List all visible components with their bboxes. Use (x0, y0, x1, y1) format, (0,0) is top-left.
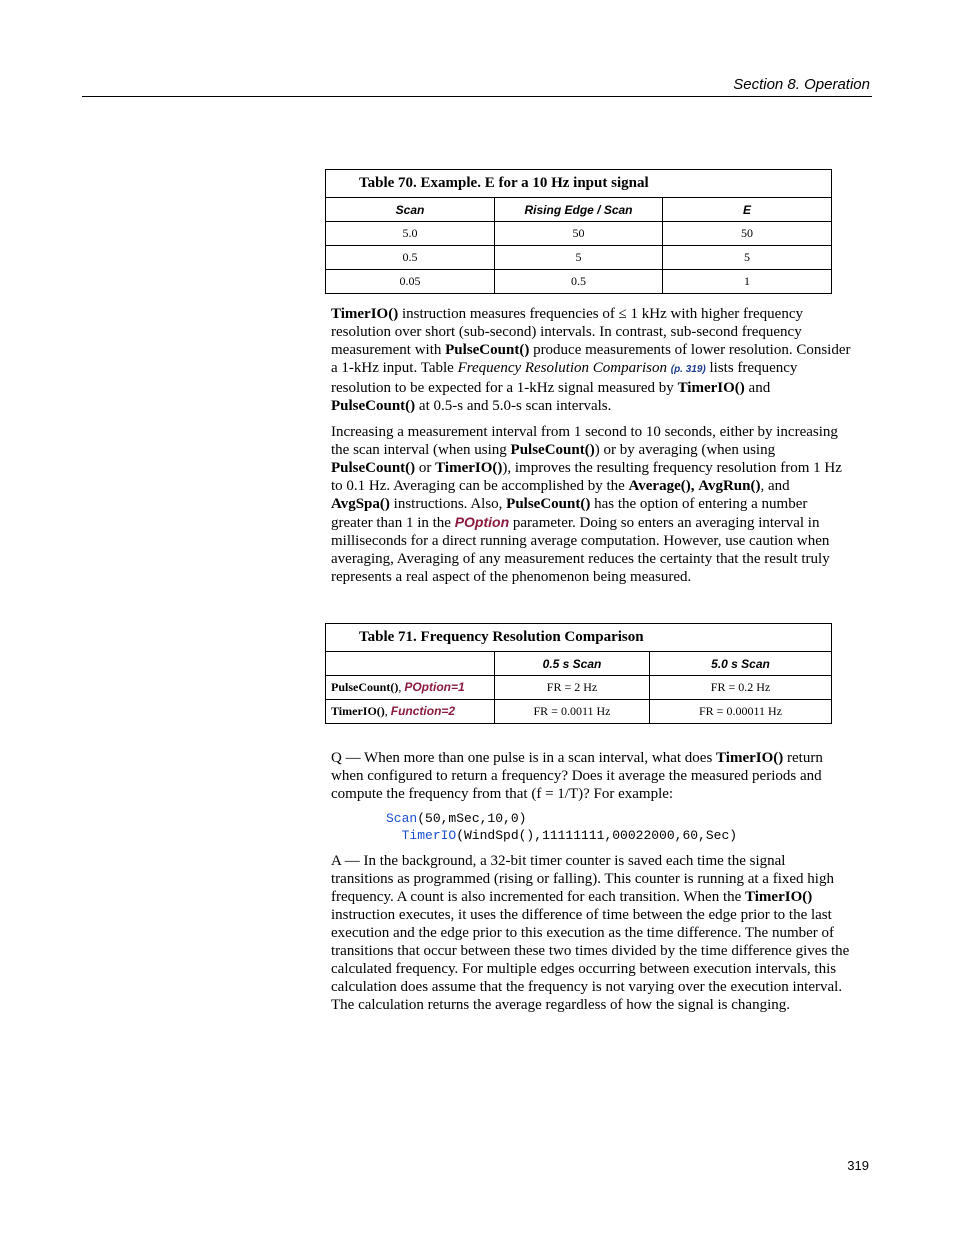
code-line (386, 810, 737, 827)
table-row (326, 700, 832, 724)
text-run: lists frequency resolution to be expected for a 1-kHz signal measured by (331, 360, 798, 396)
table-71 (325, 623, 832, 724)
paragraph-averaging (331, 423, 851, 586)
table-cell: 5.0 (326, 222, 495, 246)
code-example (386, 810, 737, 844)
text-run: has the option of entering a number greater than 1 in the (331, 496, 808, 531)
table-cell: 50 (495, 222, 663, 246)
code-args: (WindSpd(),11111111,00022000,60,Sec) (456, 828, 738, 843)
table-header-row (326, 198, 832, 222)
instruction-name: TimerIO() (331, 306, 399, 322)
column-header (326, 652, 495, 676)
text-run: , and (760, 478, 790, 494)
table-cell: 0.5 (326, 246, 495, 270)
paragraph-answer (331, 852, 851, 1014)
column-header: E (663, 198, 832, 222)
table-row (326, 676, 832, 700)
table-cell: 5 (663, 246, 832, 270)
code-args: (50,mSec,10,0) (417, 811, 527, 826)
table-cell: 50 (663, 222, 832, 246)
parameter-name: POption (404, 680, 452, 694)
table-header-row (326, 652, 832, 676)
page-number: 319 (847, 1158, 869, 1173)
instruction-name: PulseCount() (331, 398, 416, 414)
text-run: or (415, 460, 436, 476)
table-caption-row (326, 170, 832, 198)
row-label (326, 676, 495, 700)
section-title: Section 8. Operation (733, 76, 870, 93)
code-keyword: TimerIO (401, 828, 457, 843)
table-cell: FR = 2 Hz (495, 676, 650, 700)
text-run: parameter. Doing so enters an averaging interval in milliseconds for a direct running average computation. However, use caution when averaging, Averaging of any measurement reduces the certainty that the result truly represents a real aspect of the phenomenon being measured. (331, 515, 830, 585)
table-cell: 1 (663, 270, 832, 294)
table-reference: Frequency Resolution Comparison (457, 360, 667, 376)
paragraph-question (331, 749, 851, 803)
table-cell: FR = 0.00011 Hz (650, 700, 832, 724)
text-run: instruction executes, it uses the difference of time between the edge prior to the last execution and the edge prior to this execution as the time difference. The number of transitions that occur between these two times divided by the time difference gives the calculated frequency. For multiple edges occurring between execution intervals, this calculation does assume that the frequency is not varying over the execution interval. The calculation returns the average regardless of how the signal is changing. (331, 907, 850, 1013)
page-reference-link[interactable]: (p. 319) (670, 364, 706, 375)
table-cell: 0.05 (326, 270, 495, 294)
column-header: 0.5 s Scan (495, 652, 650, 676)
table-caption-row (326, 624, 832, 652)
table-cell: 5 (495, 246, 663, 270)
text-run: and (744, 380, 771, 396)
text-run: ) or by averaging (when using (594, 442, 776, 458)
instruction-name: AvgSpa() (331, 496, 390, 512)
instruction-name: PulseCount() (445, 342, 530, 358)
text-run: A — In the background, a 32-bit timer counter is saved each time the signal transitions as programmed (rising or falling). This counter is running at a fixed high frequency. A count is also incremented for each transition. When the (331, 853, 834, 905)
text-run: instruction measures frequencies of ≤ 1 kHz with higher frequency resolution over short (sub-second) intervals. In contrast, sub-second frequency measurement with (331, 306, 803, 358)
instruction-name: PulseCount() (331, 680, 399, 694)
table-caption: Table 71. Frequency Resolution Comparison (326, 624, 832, 652)
code-indent (386, 828, 402, 843)
text-run: ), improves the resulting frequency resolution from 1 Hz to 0.1 Hz. Averaging can be accomplished by the (331, 460, 842, 494)
instruction-name: TimerIO() (331, 704, 385, 718)
text-run: instructions. Also, (389, 496, 507, 512)
row-label (326, 700, 495, 724)
parameter-name: POption (454, 514, 510, 530)
parameter-value: =2 (441, 704, 456, 718)
instruction-name: TimerIO() (677, 380, 745, 396)
instruction-name: TimerIO() (435, 460, 503, 476)
separator: , (398, 680, 405, 694)
text-run: produce measurements of lower resolution. Consider a 1-kHz input. Table (331, 342, 851, 376)
instruction-name: TimerIO() (716, 750, 784, 766)
instruction-name: PulseCount() (510, 442, 595, 458)
instruction-name: Average(), (628, 478, 695, 494)
text-run: at 0.5-s and 5.0-s scan intervals. (415, 398, 612, 414)
table-70 (325, 169, 832, 294)
table-cell: FR = 0.0011 Hz (495, 700, 650, 724)
table-cell: FR = 0.2 Hz (650, 676, 832, 700)
column-header: Scan (326, 198, 495, 222)
parameter-name: Function (390, 704, 442, 718)
separator: , (384, 704, 391, 718)
page-header (82, 76, 872, 97)
table-row (326, 222, 832, 246)
table-caption: Table 70. Example. E for a 10 Hz input signal (326, 170, 832, 198)
column-header: Rising Edge / Scan (495, 198, 663, 222)
text-run: return when configured to return a frequency? Does it average the measured periods and compute the frequency from that (f = 1/T)? For example: (331, 750, 823, 802)
code-line (386, 827, 737, 844)
parameter-value: =1 (451, 680, 465, 694)
instruction-name: PulseCount() (506, 496, 591, 512)
table-row (326, 246, 832, 270)
table-row (326, 270, 832, 294)
paragraph-timerio-intro (331, 305, 851, 415)
instruction-name: TimerIO() (745, 889, 813, 905)
code-keyword: Scan (386, 811, 418, 826)
text-run: Increasing a measurement interval from 1 second to 10 seconds, either by increasing the scan interval (when using (331, 424, 838, 458)
text-run: Q — When more than one pulse is in a scan interval, what does (331, 750, 717, 766)
instruction-name: PulseCount() (331, 460, 416, 476)
column-header: 5.0 s Scan (650, 652, 832, 676)
instruction-name: AvgRun() (698, 478, 761, 494)
table-cell: 0.5 (495, 270, 663, 294)
